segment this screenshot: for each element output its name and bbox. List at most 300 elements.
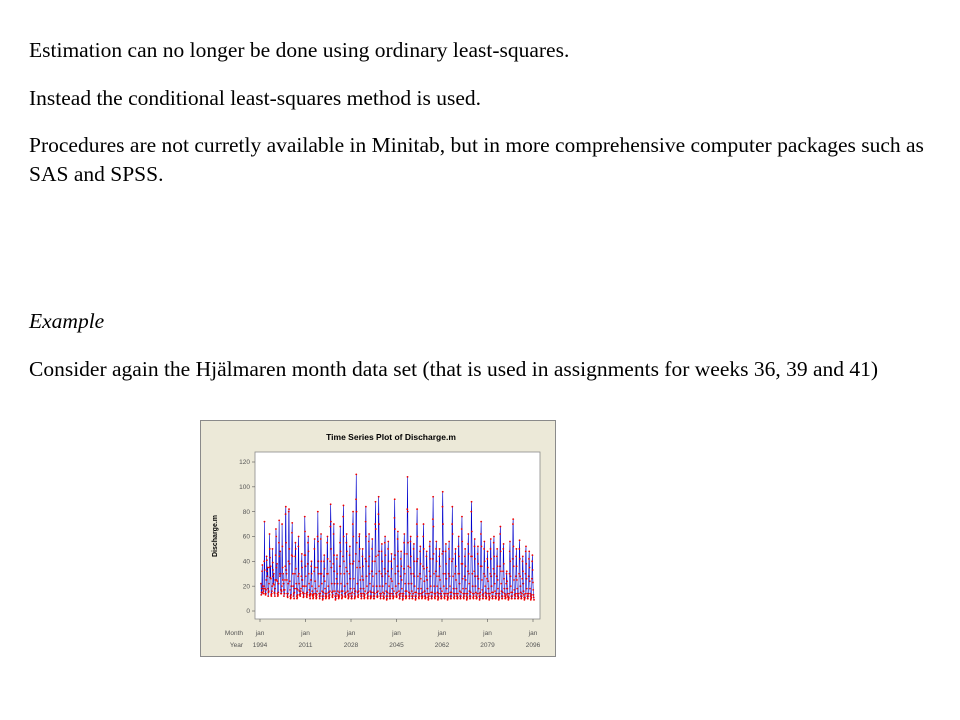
data-point xyxy=(444,593,446,595)
data-point xyxy=(317,560,319,562)
data-point xyxy=(333,523,335,525)
data-point xyxy=(471,531,473,533)
data-point xyxy=(526,588,528,590)
data-point xyxy=(358,594,360,596)
data-point xyxy=(477,553,479,555)
data-point xyxy=(353,588,355,590)
data-point xyxy=(381,551,383,553)
data-point xyxy=(521,598,523,600)
data-point xyxy=(468,573,470,575)
data-point xyxy=(298,536,300,538)
data-point xyxy=(490,538,492,540)
data-point xyxy=(398,583,400,585)
data-point xyxy=(430,575,432,577)
data-point xyxy=(380,593,382,595)
data-point xyxy=(367,591,369,593)
data-point xyxy=(428,570,430,572)
data-point xyxy=(377,590,379,592)
data-point xyxy=(438,596,440,598)
data-point xyxy=(289,563,291,565)
data-point xyxy=(521,595,523,597)
data-point xyxy=(492,595,494,597)
data-point xyxy=(483,573,485,575)
data-point xyxy=(343,560,345,562)
data-point xyxy=(422,536,424,538)
data-point xyxy=(282,579,284,581)
data-point xyxy=(486,578,488,580)
data-point xyxy=(496,555,498,557)
data-point xyxy=(465,565,467,567)
data-point xyxy=(454,553,456,555)
data-point xyxy=(345,595,347,597)
data-point xyxy=(507,593,509,595)
data-point xyxy=(294,588,296,590)
data-point xyxy=(531,578,533,580)
data-point xyxy=(522,570,524,572)
data-point xyxy=(415,598,417,600)
data-point xyxy=(307,563,309,565)
time-series-chart xyxy=(201,421,555,656)
data-point xyxy=(267,588,269,590)
data-point xyxy=(529,588,531,590)
data-point xyxy=(367,595,369,597)
data-point xyxy=(320,538,322,540)
data-point xyxy=(515,555,517,557)
data-point xyxy=(484,560,486,562)
data-point xyxy=(301,553,303,555)
data-point xyxy=(523,590,525,592)
data-point xyxy=(471,501,473,503)
data-point xyxy=(289,589,291,591)
data-point xyxy=(464,575,466,577)
data-point xyxy=(503,578,505,580)
data-point xyxy=(329,590,331,592)
data-point xyxy=(407,511,409,513)
data-point xyxy=(352,523,354,525)
data-point xyxy=(487,567,489,569)
data-point xyxy=(465,579,467,581)
data-point xyxy=(467,543,469,545)
y-tick-label: 120 xyxy=(239,459,250,467)
data-point xyxy=(473,593,475,595)
data-point xyxy=(350,588,352,590)
data-point xyxy=(307,542,309,544)
data-point xyxy=(501,598,503,600)
data-point xyxy=(496,548,498,550)
x-tick-year: 2011 xyxy=(298,642,313,649)
data-point xyxy=(406,508,408,510)
data-point xyxy=(486,593,488,595)
data-point xyxy=(515,593,517,595)
data-point xyxy=(325,595,327,597)
data-point xyxy=(439,548,441,550)
data-point xyxy=(323,554,325,556)
data-point xyxy=(378,551,380,553)
paragraph-procedures: Procedures are not curretly available in Minitab, but in more comprehensive computer packages such as SAS and SPSS. xyxy=(29,133,924,186)
data-point xyxy=(441,553,443,555)
data-point xyxy=(366,575,368,577)
x-tick-year: 2096 xyxy=(525,642,541,649)
data-point xyxy=(269,557,271,559)
data-point xyxy=(527,595,529,597)
data-point xyxy=(268,567,270,569)
data-point xyxy=(470,595,472,597)
data-point xyxy=(407,476,409,478)
data-point xyxy=(350,578,352,580)
data-point xyxy=(478,593,480,595)
data-point xyxy=(391,580,393,582)
data-point xyxy=(513,589,515,591)
data-point xyxy=(326,542,328,544)
data-point xyxy=(494,573,496,575)
data-point xyxy=(500,551,502,553)
data-point xyxy=(483,548,485,550)
data-point xyxy=(416,508,418,510)
data-point xyxy=(267,595,269,597)
data-point xyxy=(397,531,399,533)
data-point xyxy=(380,595,382,597)
data-point xyxy=(452,575,454,577)
data-point xyxy=(310,579,312,581)
data-point xyxy=(463,593,465,595)
data-point xyxy=(487,551,489,553)
data-point xyxy=(286,573,288,575)
data-point xyxy=(300,590,302,592)
data-point xyxy=(369,590,371,592)
data-point xyxy=(342,516,344,518)
data-point xyxy=(479,598,481,600)
data-point xyxy=(359,548,361,550)
data-point xyxy=(471,555,473,557)
data-point xyxy=(308,573,310,575)
data-point xyxy=(263,560,265,562)
data-point xyxy=(339,526,341,528)
data-point xyxy=(298,573,300,575)
data-point xyxy=(311,585,313,587)
data-point xyxy=(464,548,466,550)
data-point xyxy=(339,542,341,544)
data-point xyxy=(268,583,270,585)
data-point xyxy=(426,567,428,569)
data-point xyxy=(314,538,316,540)
data-point xyxy=(374,595,376,597)
data-point xyxy=(410,573,412,575)
data-point xyxy=(365,536,367,538)
data-point xyxy=(469,590,471,592)
example-heading: Example xyxy=(29,309,105,333)
data-point xyxy=(351,598,353,600)
data-point xyxy=(273,584,275,586)
data-point xyxy=(449,575,451,577)
data-point xyxy=(472,585,474,587)
data-point xyxy=(272,562,274,564)
data-point xyxy=(516,579,518,581)
data-point xyxy=(348,593,350,595)
data-point xyxy=(397,551,399,553)
data-point xyxy=(475,585,477,587)
data-point xyxy=(335,598,337,600)
data-point xyxy=(387,570,389,572)
data-point xyxy=(292,585,294,587)
data-point xyxy=(406,590,408,592)
data-point xyxy=(397,538,399,540)
data-point xyxy=(425,596,427,598)
data-point xyxy=(520,591,522,593)
data-point xyxy=(414,585,416,587)
data-point xyxy=(316,596,318,598)
data-point xyxy=(525,546,527,548)
data-point xyxy=(354,595,356,597)
data-point xyxy=(334,590,336,592)
data-point xyxy=(400,565,402,567)
data-point xyxy=(443,573,445,575)
data-point xyxy=(297,594,299,596)
data-point xyxy=(388,560,390,562)
x-tick-month: jan xyxy=(528,630,538,637)
data-point xyxy=(271,590,273,592)
data-point xyxy=(355,590,357,592)
data-point xyxy=(297,546,299,548)
data-point xyxy=(447,593,449,595)
data-point xyxy=(288,560,290,562)
data-point xyxy=(533,594,535,596)
data-point xyxy=(477,563,479,565)
y-tick-label: 80 xyxy=(242,508,250,516)
data-point xyxy=(324,568,326,570)
data-point xyxy=(336,573,338,575)
data-point xyxy=(281,590,283,592)
data-point xyxy=(330,548,332,550)
data-point xyxy=(294,573,296,575)
data-point xyxy=(378,513,380,515)
data-point xyxy=(503,543,505,545)
data-point xyxy=(409,593,411,595)
data-point xyxy=(290,596,292,598)
data-point xyxy=(419,546,421,548)
data-point xyxy=(489,573,491,575)
data-point xyxy=(304,531,306,533)
data-point xyxy=(450,598,452,600)
data-point xyxy=(444,595,446,597)
data-point xyxy=(350,593,352,595)
data-point xyxy=(500,570,502,572)
data-point xyxy=(375,555,377,557)
data-point xyxy=(400,558,402,560)
data-point xyxy=(533,599,535,601)
data-point xyxy=(308,589,310,591)
data-point xyxy=(372,575,374,577)
x-axis-row-label-year: Year xyxy=(229,642,243,649)
data-point xyxy=(411,590,413,592)
data-point xyxy=(271,585,273,587)
data-point xyxy=(492,598,494,600)
data-point xyxy=(277,594,279,596)
data-point xyxy=(341,595,343,597)
data-point xyxy=(352,563,354,565)
data-point xyxy=(385,573,387,575)
data-point xyxy=(400,551,402,553)
data-point xyxy=(369,573,371,575)
data-point xyxy=(410,536,412,538)
data-point xyxy=(412,598,414,600)
data-point xyxy=(381,543,383,545)
data-point xyxy=(518,573,520,575)
data-point xyxy=(393,590,395,592)
data-point xyxy=(432,558,434,560)
x-tick-year: 2079 xyxy=(480,642,495,649)
data-point xyxy=(346,551,348,553)
y-tick-label: 0 xyxy=(246,608,250,616)
data-point xyxy=(521,593,523,595)
data-point xyxy=(474,575,476,577)
data-point xyxy=(269,533,271,535)
data-point xyxy=(522,555,524,557)
data-point xyxy=(509,573,511,575)
data-point xyxy=(503,563,505,565)
data-point xyxy=(361,595,363,597)
data-point xyxy=(422,595,424,597)
data-point xyxy=(433,553,435,555)
data-point xyxy=(438,555,440,557)
data-point xyxy=(514,598,516,600)
data-point xyxy=(342,555,344,557)
data-point xyxy=(323,591,325,593)
data-point xyxy=(261,564,263,566)
data-point xyxy=(301,560,303,562)
data-point xyxy=(321,573,323,575)
data-point xyxy=(457,593,459,595)
data-point xyxy=(274,588,276,590)
data-point xyxy=(446,588,448,590)
data-point xyxy=(317,536,319,538)
data-point xyxy=(349,554,351,556)
data-point xyxy=(430,585,432,587)
data-point xyxy=(508,596,510,598)
data-point xyxy=(479,591,481,593)
data-point xyxy=(333,554,335,556)
data-point xyxy=(532,589,534,591)
data-point xyxy=(413,548,415,550)
data-point xyxy=(362,555,364,557)
data-point xyxy=(260,583,262,585)
data-point xyxy=(420,578,422,580)
data-point xyxy=(529,580,531,582)
chart-title: Time Series Plot of Discharge.m xyxy=(326,432,456,442)
data-point xyxy=(481,565,483,567)
data-point xyxy=(532,569,534,571)
data-point xyxy=(401,588,403,590)
data-point xyxy=(415,595,417,597)
data-point xyxy=(377,595,379,597)
data-point xyxy=(386,595,388,597)
data-point xyxy=(265,579,267,581)
data-point xyxy=(311,590,313,592)
data-point xyxy=(440,593,442,595)
data-point xyxy=(303,595,305,597)
data-point xyxy=(493,536,495,538)
x-tick-month: jan xyxy=(301,630,310,637)
data-point xyxy=(528,558,530,560)
data-point xyxy=(381,560,383,562)
data-point xyxy=(379,585,381,587)
data-point xyxy=(358,560,360,562)
data-point xyxy=(426,579,428,581)
data-point xyxy=(322,595,324,597)
data-point xyxy=(424,590,426,592)
data-point xyxy=(394,554,396,556)
data-point xyxy=(359,579,361,581)
data-point xyxy=(295,568,297,570)
data-point xyxy=(511,598,513,600)
data-point xyxy=(327,573,329,575)
data-point xyxy=(275,536,277,538)
data-point xyxy=(335,593,337,595)
data-point xyxy=(530,596,532,598)
data-point xyxy=(506,570,508,572)
data-point xyxy=(284,593,286,595)
data-point xyxy=(442,551,444,553)
data-point xyxy=(407,542,409,544)
data-point xyxy=(449,558,451,560)
data-point xyxy=(334,583,336,585)
data-point xyxy=(279,551,281,553)
data-point xyxy=(366,560,368,562)
data-point xyxy=(461,516,463,518)
data-point xyxy=(328,591,330,593)
data-point xyxy=(493,542,495,544)
data-point xyxy=(458,573,460,575)
data-point xyxy=(410,541,412,543)
data-point xyxy=(371,591,373,593)
data-point xyxy=(519,575,521,577)
x-tick-year: 2045 xyxy=(389,642,404,649)
data-point xyxy=(352,536,354,538)
data-point xyxy=(395,585,397,587)
data-point xyxy=(357,596,359,598)
data-point xyxy=(372,560,374,562)
data-point xyxy=(297,575,299,577)
data-point xyxy=(288,508,290,510)
data-point xyxy=(532,582,534,584)
data-point xyxy=(312,596,314,598)
data-point xyxy=(461,541,463,543)
data-point xyxy=(360,588,362,590)
data-point xyxy=(403,542,405,544)
data-point xyxy=(364,558,366,560)
data-point xyxy=(273,573,275,575)
data-point xyxy=(323,575,325,577)
data-point xyxy=(502,548,504,550)
data-point xyxy=(460,595,462,597)
data-point xyxy=(296,588,298,590)
data-point xyxy=(314,580,316,582)
data-point xyxy=(429,558,431,560)
x-tick-month: jan xyxy=(437,630,447,637)
data-point xyxy=(272,548,274,550)
data-point xyxy=(370,595,372,597)
data-point xyxy=(291,585,293,587)
data-point xyxy=(445,563,447,565)
data-point xyxy=(525,563,527,565)
data-point xyxy=(327,585,329,587)
data-point xyxy=(447,596,449,598)
data-point xyxy=(452,558,454,560)
data-point xyxy=(384,542,386,544)
data-point xyxy=(508,593,510,595)
data-point xyxy=(301,567,303,569)
data-point xyxy=(378,496,380,498)
data-point xyxy=(403,568,405,570)
